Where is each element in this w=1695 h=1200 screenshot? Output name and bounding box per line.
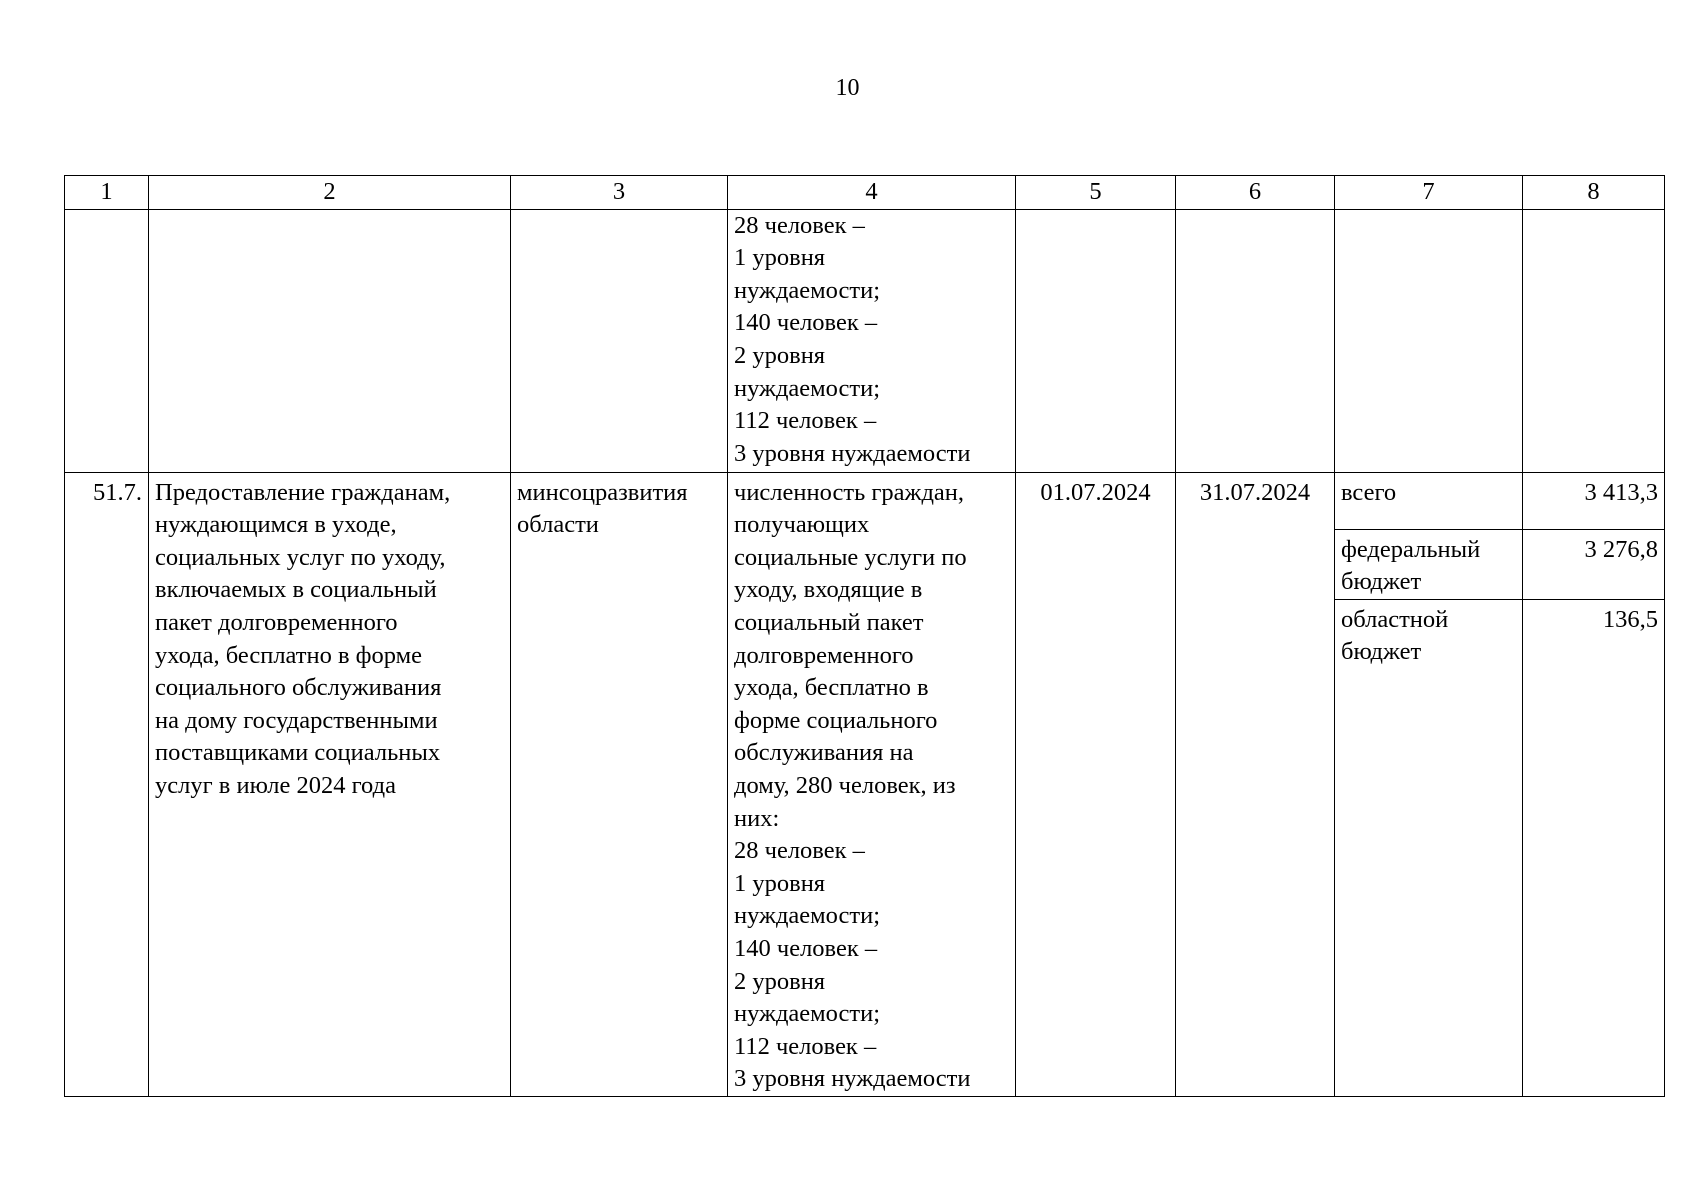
text-line: дому, 280 человек, из xyxy=(734,771,956,799)
text-line: 28 человек – xyxy=(734,211,865,239)
continued-indicator-cell xyxy=(728,209,1016,472)
text-line: 112 человек – xyxy=(734,407,877,435)
text-line: 112 человек – xyxy=(734,1032,877,1060)
funding-amount-federal: 3 276,8 xyxy=(1523,529,1665,599)
header-cell: 5 xyxy=(1016,176,1176,210)
text-line: бюджет xyxy=(1341,638,1422,666)
text-line: 28 человек – xyxy=(734,837,865,865)
plan-table xyxy=(64,175,1665,1097)
text-line: 140 человек – xyxy=(734,309,878,337)
cell-empty xyxy=(1016,209,1176,472)
text-line: социальный пакет xyxy=(734,608,924,636)
funding-amount-total: 3 413,3 xyxy=(1523,472,1665,529)
start-date: 01.07.2024 xyxy=(1016,472,1176,1096)
cell-empty xyxy=(65,209,149,472)
text-line: получающих xyxy=(734,511,870,539)
text-line: долговременного xyxy=(734,641,914,669)
text-line: 140 человек – xyxy=(734,934,878,962)
text-line: ухода, бесплатно в xyxy=(734,674,929,702)
cell-empty xyxy=(1335,209,1523,472)
funding-source-total xyxy=(1335,472,1523,529)
cell-empty xyxy=(1176,209,1335,472)
header-cell: 4 xyxy=(728,176,1016,210)
indicator-cell xyxy=(728,472,1016,1096)
text-line: пакет долговременного xyxy=(155,608,398,636)
text-line: 1 уровня xyxy=(734,244,826,272)
text-line: форме социального xyxy=(734,706,938,734)
text-line: поставщиками социальных xyxy=(155,739,441,767)
header-cell: 8 xyxy=(1523,176,1665,210)
page-number: 10 xyxy=(835,75,860,101)
header-cell: 6 xyxy=(1176,176,1335,210)
funding-amount-regional: 136,5 xyxy=(1523,599,1665,1096)
header-cell: 2 xyxy=(149,176,511,210)
funding-source-federal xyxy=(1335,529,1523,599)
text-line: 3 уровня нуждаемости xyxy=(734,439,971,467)
text-line: 2 уровня xyxy=(734,341,826,369)
text-line: них: xyxy=(734,804,780,832)
text-line: Предоставление гражданам, xyxy=(155,478,451,506)
text-line: минсоцразвития xyxy=(517,478,688,506)
funding-source-regional xyxy=(1335,599,1523,1096)
text-line: бюджет xyxy=(1341,568,1422,596)
text-line: нуждающимся в уходе, xyxy=(155,511,397,539)
row-number: 51.7. xyxy=(65,472,149,1096)
cell-empty xyxy=(511,209,728,472)
text-line: ухода, бесплатно в форме xyxy=(155,641,423,669)
text-line: федеральный xyxy=(1341,535,1481,563)
end-date: 31.07.2024 xyxy=(1176,472,1335,1096)
table-row-51-7 xyxy=(65,472,1665,529)
header-cell: 1 xyxy=(65,176,149,210)
text-line: включаемых в социальный xyxy=(155,576,437,604)
text-line: уходу, входящие в xyxy=(734,576,923,604)
text-line: численность граждан, xyxy=(734,478,965,506)
cell-empty xyxy=(149,209,511,472)
text-line: социального обслуживания xyxy=(155,674,442,702)
text-line: нуждаемости; xyxy=(734,902,881,930)
measure-cell xyxy=(149,472,511,1096)
text-line: 2 уровня xyxy=(734,967,826,995)
text-line: областной xyxy=(1341,605,1449,633)
text-line: 1 уровня xyxy=(734,869,826,897)
text-line: нуждаемости; xyxy=(734,276,881,304)
text-line: всего xyxy=(1341,478,1397,506)
cell-empty xyxy=(1523,209,1665,472)
executor-cell xyxy=(511,472,728,1096)
text-line: на дому государственными xyxy=(155,706,438,734)
header-cell: 7 xyxy=(1335,176,1523,210)
text-line: области xyxy=(517,511,599,539)
text-line: 3 уровня нуждаемости xyxy=(734,1065,971,1093)
text-line: социальные услуги по xyxy=(734,543,967,571)
table-header-row xyxy=(65,176,1665,210)
text-line: обслуживания на xyxy=(734,739,914,767)
table-row-continued xyxy=(65,209,1665,472)
text-line: социальных услуг по уходу, xyxy=(155,543,446,571)
header-cell: 3 xyxy=(511,176,728,210)
text-line: нуждаемости; xyxy=(734,1000,881,1028)
text-line: услуг в июле 2024 года xyxy=(155,771,396,799)
text-line: нуждаемости; xyxy=(734,374,881,402)
